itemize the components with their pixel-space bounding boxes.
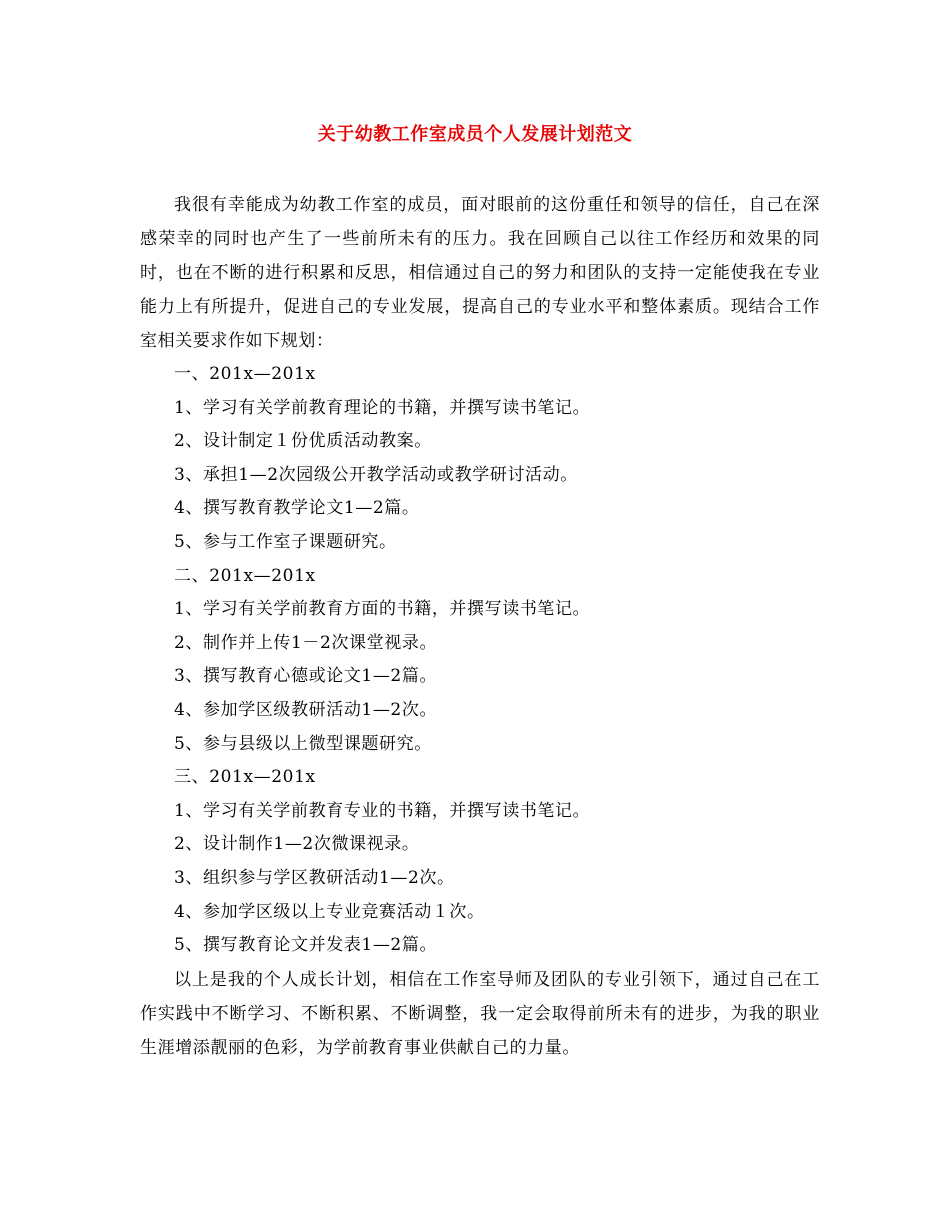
plan-item: 4、撰写教育教学论文1—2篇。 (174, 498, 420, 519)
plan-item: 3、组织参与学区教研活动1—2次。 (174, 867, 455, 888)
plan-section-2 (140, 560, 820, 762)
plan-item: 3、承担1—2次园级公开教学活动或教学研讨活动。 (174, 464, 578, 485)
plan-item: 1、学习有关学前教育理论的书籍，并撰写读书笔记。 (174, 397, 591, 418)
plan-section-1 (140, 358, 820, 560)
plan-item: 4、参加学区级以上专业竞赛活动１次。 (174, 901, 485, 922)
plan-item: 1、学习有关学前教育专业的书籍，并撰写读书笔记。 (174, 800, 591, 821)
document-title: 关于幼教工作室成员个人发展计划范文 (317, 124, 633, 145)
document-body (140, 188, 820, 1065)
plan-item: 2、设计制定１份优质活动教案。 (174, 431, 432, 452)
conclusion-paragraph: 以上是我的个人成长计划，相信在工作室导师及团队的专业引领下，通过自己在工作实践中不断学习、不断积累、不断调整，我一定会取得前所未有的进步，为我的职业生涯增添靓丽的色彩，为学前教育事业供献自己的力量。 (140, 969, 820, 1058)
section-heading: 二、201x—201x (174, 565, 316, 586)
plan-item: 5、撰写教育论文并发表1—2篇。 (174, 935, 438, 956)
section-heading: 三、201x—201x (174, 767, 316, 788)
plan-item: 2、制作并上传1－2次课堂视录。 (174, 632, 438, 653)
section-heading: 一、201x—201x (174, 364, 316, 384)
plan-item: 5、参与县级以上微型课题研究。 (174, 733, 432, 754)
plan-item: 1、学习有关学前教育方面的书籍，并撰写读书笔记。 (174, 599, 591, 620)
plan-item: 2、设计制作1—2次微课视录。 (174, 834, 420, 855)
intro-paragraph: 我很有幸能成为幼教工作室的成员，面对眼前的这份重任和领导的信任，自己在深感荣幸的同时也产生了一些前所未有的压力。我在回顾自己以往工作经历和效果的同时，也在不断的进行积累和反思，相信通过自己的努力和团队的支持一定能使我在专业能力上有所提升，促进自己的专业发展，提高自己的专业水平和整体素质。现结合工作室相关要求作如下规划： (140, 195, 820, 351)
plan-item: 3、撰写教育心德或论文1—2篇。 (174, 666, 438, 687)
plan-section-3 (140, 761, 820, 963)
plan-item: 4、参加学区级教研活动1—2次。 (174, 699, 438, 720)
plan-item: 5、参与工作室子课题研究。 (174, 531, 397, 552)
